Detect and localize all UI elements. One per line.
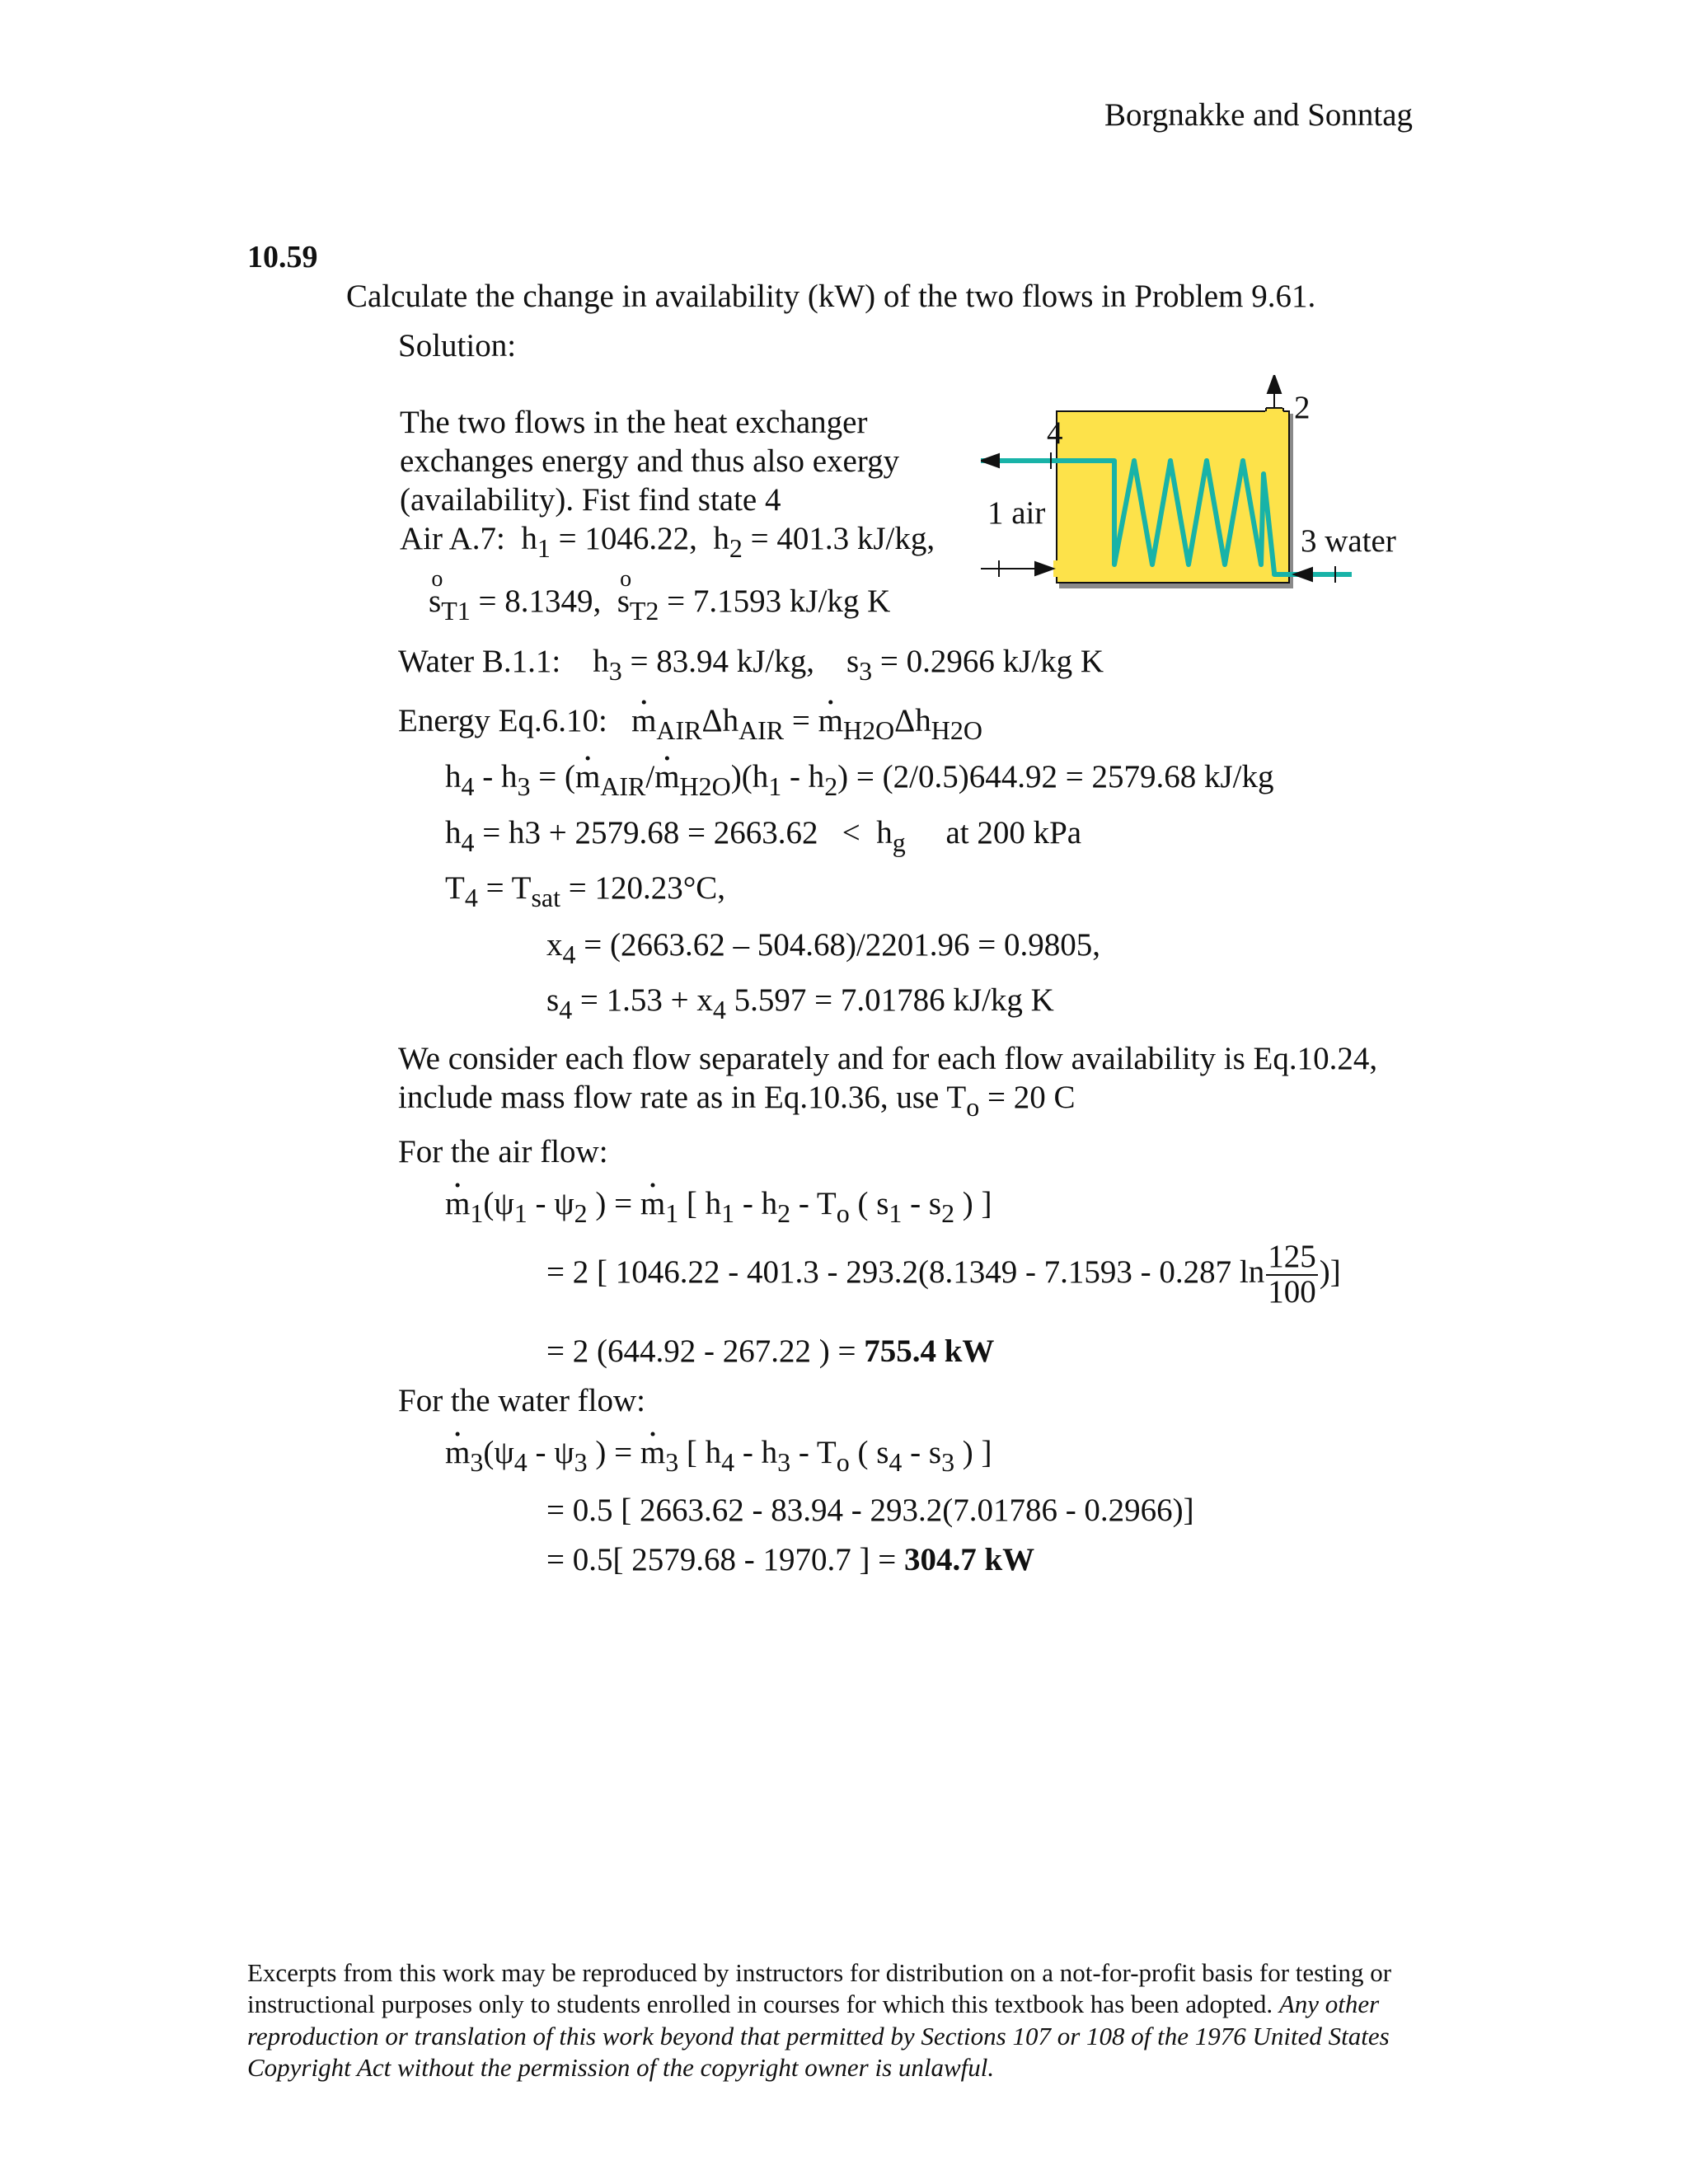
footer-italic: Any other reproduction or translation of this work beyond that permitted by Sections 107 or 108 of the 1976 United States Copyright Act without the permission of the copyright owner is unlawful.	[247, 1990, 1390, 2083]
air-flow-line-2	[546, 1333, 994, 1371]
s4-part-a: 1.53 +	[606, 982, 689, 1018]
running-header: Borgnakke and Sonntag	[1104, 97, 1414, 133]
t4-value: 120.23°C,	[594, 870, 726, 906]
water-flow-line-2	[546, 1541, 1034, 1580]
label-water-in: 3 water	[1301, 523, 1396, 559]
state-4-arrow	[981, 454, 999, 467]
energy-step-2: $h_4 = h3 + 2579.68 = 2663.62 < h_g$ at 200 kPa	[445, 815, 1082, 858]
air-flow-line-1	[546, 1240, 1341, 1310]
water-table-label: Water B.1.1:	[398, 644, 561, 679]
water-flow-result: 304.7 kW	[903, 1542, 1035, 1577]
air-flow-line-1-end: )]	[1319, 1254, 1341, 1290]
air-table-label: Air A.7:	[400, 521, 505, 556]
h3-value: 83.94	[656, 644, 729, 679]
problem-number: 10.59	[247, 240, 318, 274]
pressure-ratio-numerator: 125	[1268, 1239, 1316, 1274]
water-flow-heading: For the water flow:	[398, 1383, 646, 1418]
air-flow-line-2-text: = 2 (644.92 - 267.22 ) =	[546, 1333, 856, 1369]
intro-line-2: exchanges energy and thus also exergy	[400, 443, 900, 479]
pressure-ratio-denominator: 100	[1268, 1273, 1316, 1310]
energy-step-1: $h_4 - h_3$ = (• $m_{AIR}/•$ $m_{H2O})(h_1 - h_2) = (2/0.5)644.92 = 2579.68$ kJ/kg	[445, 758, 1273, 797]
s1-value: 8.1349	[504, 583, 593, 619]
water-table: Water B.1.1: $h_3 = 83.94$ kJ/kg, $s_3 = 0.2966$ kJ/kg K	[398, 644, 1104, 687]
h-unit: kJ/kg,	[856, 521, 935, 556]
availability-line-2-text: include mass flow rate as in Eq.10.36, use T	[398, 1080, 967, 1115]
intro-line-1: The two flows in the heat exchanger	[400, 405, 868, 440]
air-table-entropy: o $s_{T1} = 8.1349$, o $s_{T2} = 7.1593$ kJ/kg K	[429, 583, 890, 621]
water-flow-line-1: = 0.5 [ 2663.62 - 83.94 - 293.2(7.01786 - 0.2966)]	[546, 1493, 1194, 1528]
air-flow-heading: For the air flow:	[398, 1134, 608, 1169]
air-table-enthalpy: Air A.7: $h_1 = 1046.22$, $h_2 = 401.3$ kJ/kg,	[400, 521, 935, 564]
hx-outlet-neck	[1265, 408, 1283, 421]
availability-line-1: We consider each flow separately and for each flow availability is Eq.10.24,	[398, 1041, 1378, 1076]
problem-statement: Calculate the change in availability (kW) of the two flows in Problem 9.61.	[346, 279, 1316, 314]
label-state-4: 4	[1047, 415, 1063, 451]
energy-step-2-expr: h3 + 2579.68 = 2663.62	[508, 815, 818, 851]
availability-line-2: include mass flow rate as in Eq.10.36, use $T_o = 20$ C	[398, 1080, 1076, 1122]
s-unit: kJ/kg K	[789, 583, 891, 619]
s4-part-b: 5.597 = 7.01786 kJ/kg K	[734, 982, 1054, 1018]
air-flow-equation: • $m_1(\psi_1 - \psi_2$ ) = • $m_1$ [ $h_1 - h_2 - T_o$ ( $s_1 - s_2$ ) ]	[445, 1185, 992, 1224]
solution-label: Solution:	[398, 328, 517, 363]
air-inlet-arrow	[1035, 562, 1053, 575]
x4-line: $x_4 = (2663.62 - 504.68)/2201.96 = 0.9805$,	[546, 927, 1101, 970]
h1-value: 1046.22	[584, 521, 690, 556]
energy-step-2-note: at 200 kPa	[945, 815, 1082, 851]
t4-line: $T_4 = T_{sat} = 120.23^\circ C$,	[445, 870, 726, 913]
heat-exchanger-diagram	[981, 375, 1442, 614]
t0-value: = 20 C	[987, 1080, 1076, 1115]
intro-line-3: (availability). Fist find state 4	[400, 482, 781, 518]
air-flow-result: 755.4 kW	[864, 1333, 995, 1369]
water-inlet-arrow	[1294, 568, 1312, 581]
h2-value: 401.3	[776, 521, 850, 556]
s4-line: $s_4 = 1.53 + x_4$ 5.597 = 7.01786 kJ/kg K	[546, 982, 1054, 1025]
footer-normal: Excerpts from this work may be reproduced by instructors for distribution on a not-for-profit basis for testing or instructional purposes only to students enrolled in courses for which this textbook has been adopted.	[247, 1958, 1392, 2019]
copyright-footer	[247, 1957, 1426, 2084]
energy-label: Energy Eq.6.10:	[398, 703, 607, 738]
s3-value: 0.2966	[906, 644, 995, 679]
label-state-2: 2	[1294, 390, 1311, 425]
air-flow-line-1-text: = 2 [ 1046.22 - 401.3 - 293.2(8.1349 - 7.1593 - 0.287 ln	[546, 1254, 1265, 1290]
energy-step-1-result: (2/0.5)644.92 = 2579.68 kJ/kg	[882, 759, 1274, 794]
h3-unit: kJ/kg,	[736, 644, 814, 679]
water-flow-equation: • $m_3(\psi_4 - \psi_3$ ) = • $m_3$ [ $h_4 - h_3 - T_o$ ( $s_4 - s_3$ ) ]	[445, 1434, 992, 1473]
x4-value: (2663.62 – 504.68)/2201.96 = 0.9805,	[609, 927, 1101, 963]
state-2-arrow	[1268, 375, 1281, 393]
s2-value: 7.1593	[692, 583, 782, 619]
label-air-in: 1 air	[987, 495, 1046, 531]
water-flow-line-2-text: = 0.5[ 2579.68 - 1970.7 ] =	[546, 1542, 897, 1577]
hx-body	[1057, 411, 1289, 583]
s3-unit: kJ/kg K	[1002, 644, 1104, 679]
pressure-ratio	[1266, 1240, 1318, 1310]
energy-equation: Energy Eq.6.10: • $m_{AIR}\Delta h_{AIR}$ = • $m_{H2O}\Delta h_{H2O}$	[398, 702, 982, 741]
